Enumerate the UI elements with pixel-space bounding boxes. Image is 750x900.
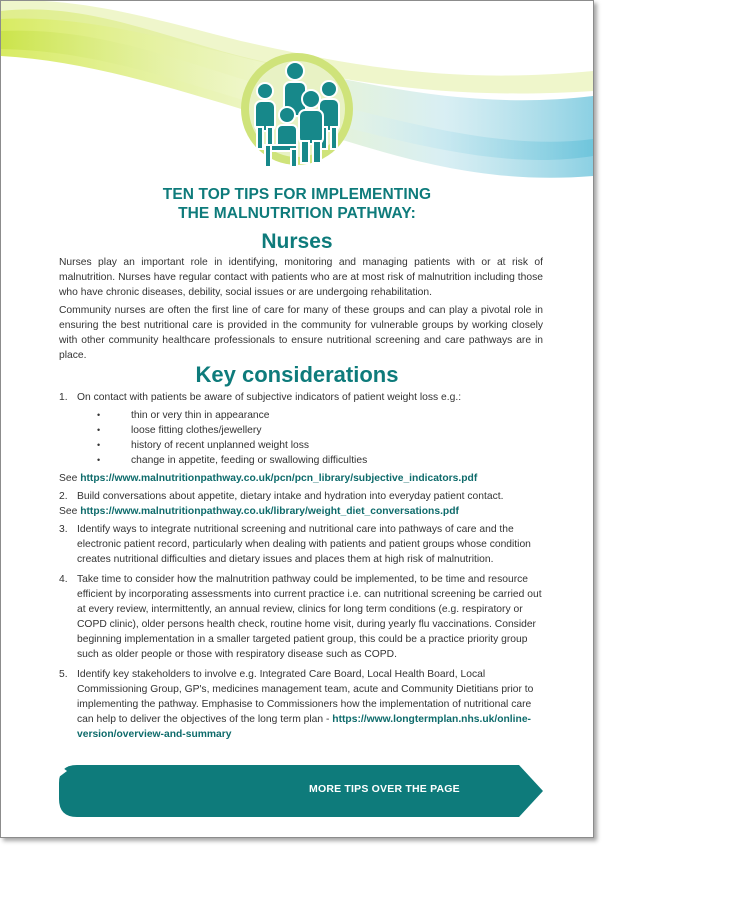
banner-shape [59, 765, 543, 817]
intro-paragraph-2: Community nurses are often the first line of care for many of these groups and can play a pivotal role in ensuring the best nutritional care is provided in the community for vulnerable groups by working closely with other community healthcare professionals to ensure nutritional screening and care pathways are in place. [59, 305, 543, 361]
group-of-people-icon [239, 49, 355, 173]
bullet-item: • thin or very thin in appearance [97, 410, 270, 421]
see-reference: See https://www.malnutritionpathway.co.uk/pcn/pcn_library/subjective_indicators.pdf [59, 473, 478, 484]
bullet-list [59, 408, 549, 468]
title-line-1: TEN TOP TIPS FOR IMPLEMENTING [162, 186, 432, 203]
list-item [59, 572, 549, 662]
list-item-text: Identify ways to integrate nutritional screening and nutritional care into pathways of care and the electronic patient record, particularly when dealing with patients and patient groups whose condition creates nutritional difficulties and dietary issues and places them at high risk of malnutrition. [77, 524, 531, 565]
see-reference: See https://www.malnutritionpathway.co.uk/library/weight_diet_conversations.pdf [59, 506, 459, 517]
list-number: 5. [59, 669, 68, 680]
considerations-list [59, 390, 549, 745]
bullet-item: • loose fitting clothes/jewellery [97, 425, 262, 436]
weight-diet-conversations-link[interactable]: https://www.malnutritionpathway.co.uk/library/weight_diet_conversations.pdf [80, 506, 459, 517]
list-item-text: Identify key stakeholders to involve e.g. Integrated Care Board, Local Health Board, Local Commissioning Group, GP's, medicines management team, acute and Community Dietitians prior to implementing the pathway. Emphasise to Commissioners how the implementation of nutritional care can help to deliver the objectives of the long term plan - [77, 669, 534, 725]
list-number: 4. [59, 574, 68, 585]
list-item [59, 522, 549, 567]
more-tips-label: MORE TIPS OVER THE PAGE [309, 783, 460, 795]
title-line-2: THE MALNUTRITION PATHWAY: [178, 205, 416, 222]
list-number: 3. [59, 524, 68, 535]
list-item-text: Build conversations about appetite, dietary intake and hydration into everyday patient contact. [77, 491, 504, 502]
list-item [59, 667, 549, 742]
bullet-item: • change in appetite, feeding or swallowing difficulties [97, 455, 368, 466]
bullet-item: • history of recent unplanned weight loss [97, 440, 310, 451]
page-title [1, 185, 593, 223]
list-item-text: On contact with patients be aware of subjective indicators of patient weight loss e.g.: [77, 392, 462, 403]
list-item [59, 489, 549, 504]
key-considerations-heading: Key considerations [195, 362, 399, 387]
subjective-indicators-link[interactable]: https://www.malnutritionpathway.co.uk/pcn/pcn_library/subjective_indicators.pdf [80, 473, 478, 484]
long-term-plan-link[interactable]: https://www.longtermplan.nhs.uk/online-version/overview-and-summary [77, 714, 531, 740]
list-item [59, 390, 549, 405]
more-tips-banner[interactable] [59, 765, 543, 817]
play-arrow-icon [59, 765, 67, 777]
page-subtitle: Nurses [261, 230, 333, 253]
list-item-text: Take time to consider how the malnutrition pathway could be implemented, to be time and resource efficient by incorporating assessments into current practice i.e. can nutritional screening be carried out at every review, intermittently, an annual review, clinics for long term conditions (e.g. respiratory or COPD clinic), older persons health check, routine home visit, during yearly flu vaccinations. Consider beginning implementation in a smaller targeted patient group, this could be a practice priority group such as older people or those with respiratory disease such as COPD. [77, 574, 542, 660]
list-number: 2. [59, 491, 68, 502]
intro-paragraph-1: Nurses play an important role in identifying, monitoring and managing patients with or at risk of malnutrition. Nurses have regular contact with patients who are at most risk of malnutrition including those who have chronic diseases, debility, social issues or are undergoing rehabilitation. [59, 257, 543, 298]
list-number: 1. [59, 392, 68, 403]
